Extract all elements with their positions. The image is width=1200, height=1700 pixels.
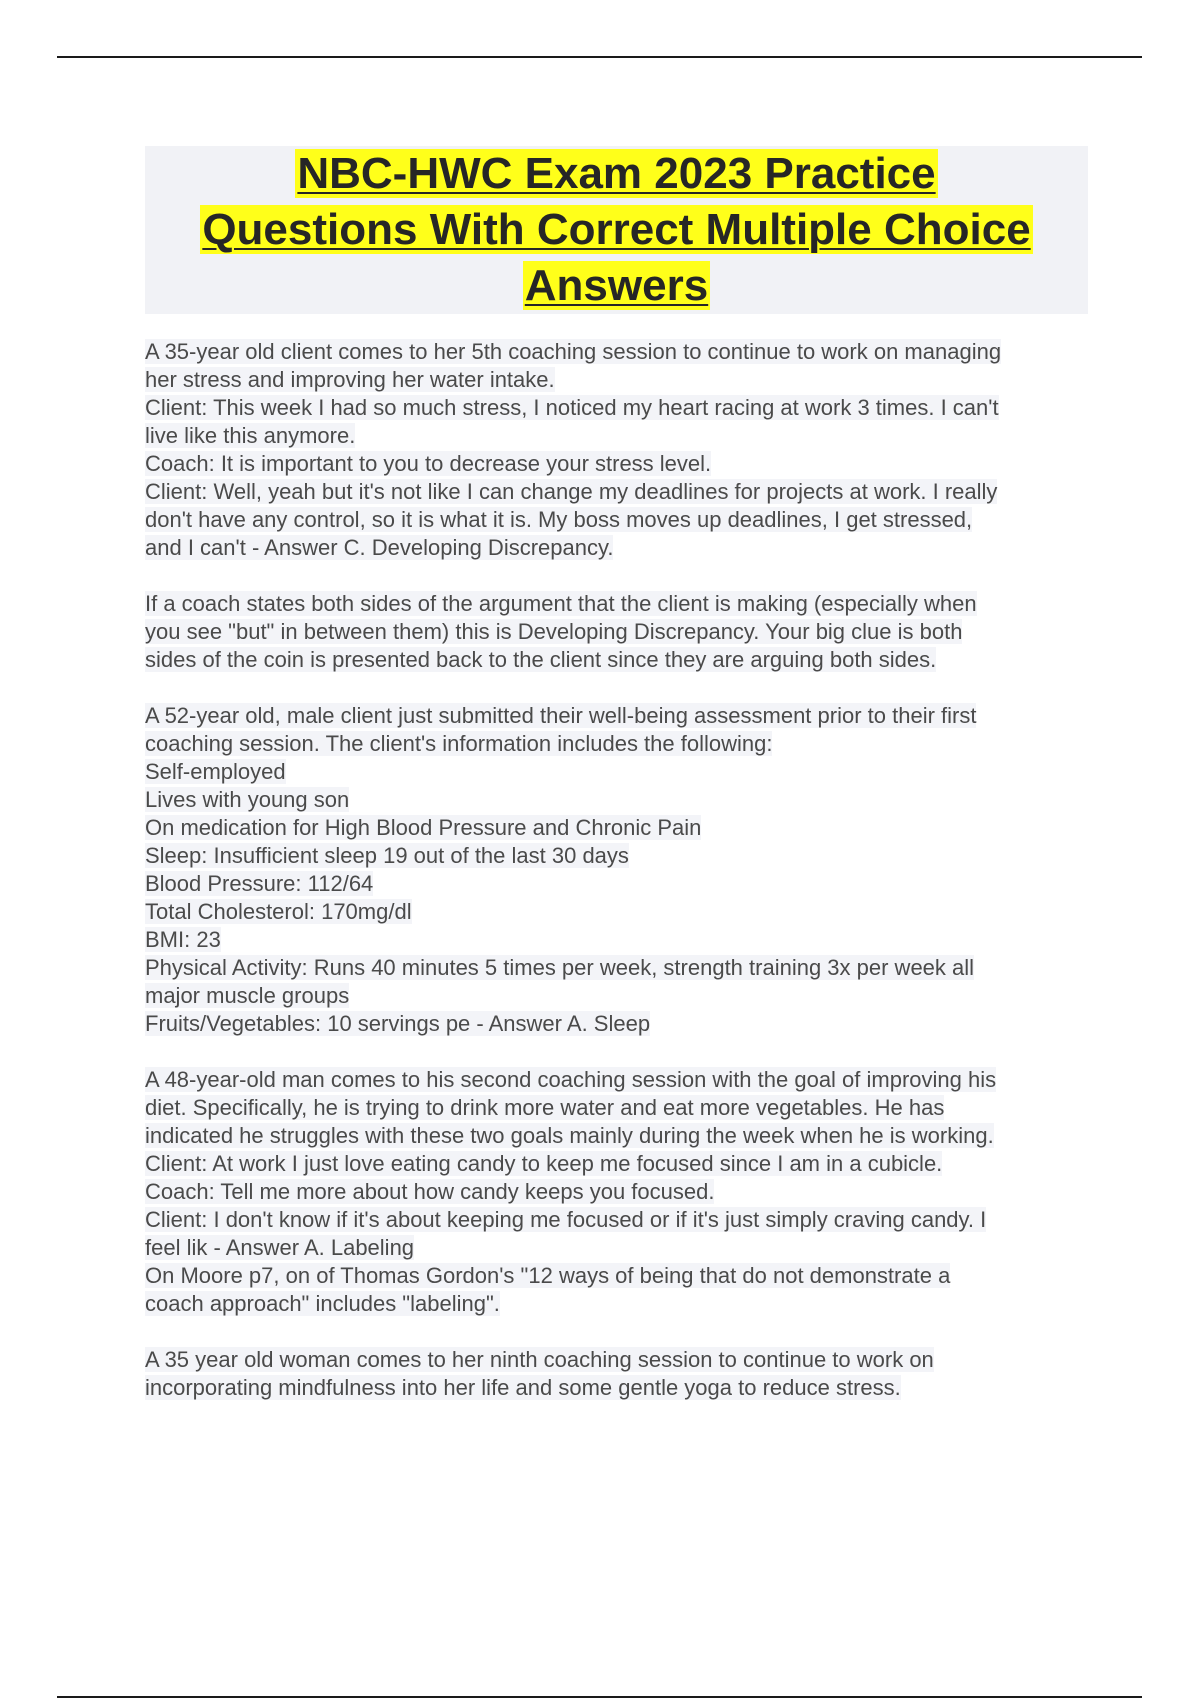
top-rule [57,56,1142,58]
text-line: Total Cholesterol: 170mg/dl [145,899,412,924]
text-line: major muscle groups [145,983,350,1008]
text-line: A 48-year-old man comes to his second coaching session with the goal of improving his [145,1067,997,1092]
paragraph [145,702,1095,1038]
document-title [145,146,1088,314]
text-line: don't have any control, so it is what it is. My boss moves up deadlines, I get stressed, [145,507,973,532]
text-line: her stress and improving her water intake. [145,367,555,392]
text-line: If a coach states both sides of the argument that the client is making (especially when [145,591,977,616]
text-line: A 52-year old, male client just submitted their well-being assessment prior to their first [145,703,977,728]
text-line: you see "but" in between them) this is Developing Discrepancy. Your big clue is both [145,619,963,644]
document-body [145,338,1095,1430]
text-line: Sleep: Insufficient sleep 19 out of the last 30 days [145,843,629,868]
text-line: Client: At work I just love eating candy to keep me focused since I am in a cubicle. [145,1151,943,1176]
text-line: and I can't - Answer C. Developing Discrepancy. [145,535,614,560]
bottom-rule [57,1696,1142,1698]
text-line: Lives with young son [145,787,350,812]
text-line: diet. Specifically, he is trying to drink more water and eat more vegetables. He has [145,1095,945,1120]
text-line: A 35 year old woman comes to her ninth coaching session to continue to work on [145,1347,934,1372]
text-line: Coach: It is important to you to decrease your stress level. [145,451,712,476]
text-line: On Moore p7, on of Thomas Gordon's "12 ways of being that do not demonstrate a [145,1263,951,1288]
text-line: Client: This week I had so much stress, I noticed my heart racing at work 3 times. I can't [145,395,999,420]
text-line: coach approach" includes "labeling". [145,1291,500,1316]
text-line: Client: Well, yeah but it's not like I can change my deadlines for projects at work. I really [145,479,998,504]
text-line: Fruits/Vegetables: 10 servings pe - Answer A. Sleep [145,1011,651,1036]
text-line: Self-employed [145,759,286,784]
paragraph [145,338,1095,562]
text-line: coaching session. The client's information includes the following: [145,731,773,756]
text-line: feel lik - Answer A. Labeling [145,1235,415,1260]
text-line: Blood Pressure: 112/64 [145,871,374,896]
text-line: A 35-year old client comes to her 5th coaching session to continue to work on managing [145,339,1002,364]
text-line: live like this anymore. [145,423,356,448]
title-line: Questions With Correct Multiple Choice [202,205,1031,254]
text-line: Physical Activity: Runs 40 minutes 5 times per week, strength training 3x per week all [145,955,975,980]
text-line: On medication for High Blood Pressure and Chronic Pain [145,815,702,840]
paragraph [145,1066,1095,1318]
title-line: NBC-HWC Exam 2023 Practice [297,149,936,198]
text-line: sides of the coin is presented back to the client since they are arguing both sides. [145,647,937,672]
text-line: Coach: Tell me more about how candy keeps you focused. [145,1179,715,1204]
text-line: BMI: 23 [145,927,221,952]
text-line: incorporating mindfulness into her life and some gentle yoga to reduce stress. [145,1375,901,1400]
text-line: indicated he struggles with these two goals mainly during the week when he is working. [145,1123,994,1148]
text-line: Client: I don't know if it's about keeping me focused or if it's just simply craving candy. I [145,1207,987,1232]
paragraph [145,1346,1095,1402]
title-line: Answers [524,261,709,310]
paragraph [145,590,1095,674]
